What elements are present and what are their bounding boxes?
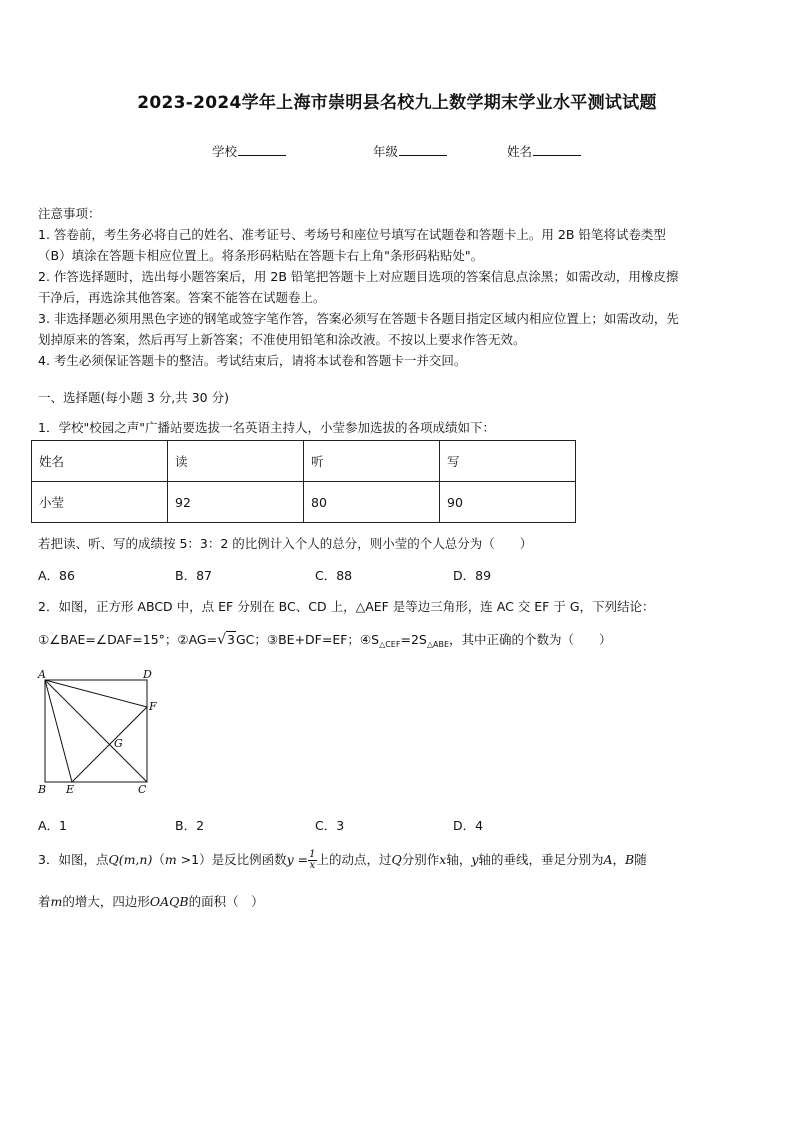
grade-field — [373, 142, 447, 160]
label-d: D — [143, 668, 152, 681]
q3-var-x: x — [439, 852, 447, 867]
name-field — [507, 142, 581, 160]
fraction-numerator: 1 — [309, 849, 316, 860]
q3-line-2 — [38, 892, 264, 910]
notice-heading: 注意事项： — [38, 206, 101, 221]
table-header-row — [32, 441, 576, 482]
segment-ae — [45, 680, 72, 782]
grade-blank — [399, 143, 447, 156]
q2-conclusion-part3: =2S — [400, 632, 427, 647]
q3-var-m: m — [164, 852, 177, 867]
segment-af — [45, 680, 147, 707]
q3-text: 着 — [38, 894, 51, 909]
q1-option-b: B．87 — [175, 568, 212, 583]
q1-stem: 1．学校"校园之声"广播站要选拔一名英语主持人，小莹参加选拔的各项成绩如下： — [38, 420, 495, 435]
q2-option-a: A．1 — [38, 818, 68, 833]
q3-text: 轴， — [446, 852, 472, 867]
q2-option-c: C．3 — [315, 818, 345, 833]
fraction-denominator: x — [309, 860, 316, 871]
q3-var-y: y — [471, 852, 479, 867]
q3-text: >1）是反比例函数 — [176, 852, 287, 867]
section-heading: 一、选择题(每小题 3 分,共 30 分) — [38, 390, 229, 405]
label-c: C — [138, 783, 147, 796]
q3-text: 的增大，四边形 — [62, 894, 150, 909]
q1-option-d: D．89 — [453, 568, 492, 583]
q2-option-d: D．4 — [453, 818, 484, 833]
q3-text: 轴的垂线，垂足分别为 — [478, 852, 604, 867]
table-header-cell: 姓名 — [32, 441, 168, 482]
square-figure — [34, 666, 164, 798]
table-cell: 90 — [440, 482, 576, 523]
label-e: E — [66, 783, 75, 796]
notice-line-6: 划掉原来的答案，然后再写上新答案；不准使用铅笔和涂改液。不按以上要求作答无效。 — [38, 332, 526, 347]
school-blank — [238, 143, 286, 156]
q2-stem: 2．如图，正方形 ABCD 中，点 EF 分别在 BC、CD 上，△AEF 是等边三角形，连 AC 交 EF 于 G，下列结论： — [38, 599, 655, 614]
q1-option-c: C．88 — [315, 568, 353, 583]
notice-line-3: 2. 作答选择题时，选出每小题答案后，用 2B 铅笔把答题卡上对应题目选项的答案信息点涂黑；如需改动，用橡皮擦 — [38, 269, 679, 284]
sqrt-radicand: 3 — [227, 632, 235, 647]
q3-text: 3．如图，点 — [38, 852, 109, 867]
q1-question: 若把读、听、写的成绩按 5：3：2 的比例计入个人的总分，则小莹的个人总分为（ ） — [38, 536, 533, 551]
q2-option-b: B．2 — [175, 818, 205, 833]
q2-conclusion-part4: ，其中正确的个数为（ ） — [449, 632, 612, 647]
table-row — [32, 482, 576, 523]
notice-line-4: 干净后，再选涂其他答案。答案不能答在试题卷上。 — [38, 290, 326, 305]
notice-line-5: 3. 非选择题必须用黑色字迹的钢笔或签字笔作答，答案必须写在答题卡各题目指定区域内相应位置上；如需改动，先 — [38, 311, 679, 326]
table-cell: 小莹 — [32, 482, 168, 523]
label-b: B — [38, 783, 47, 796]
table-header-cell: 写 — [440, 441, 576, 482]
sqrt-symbol: √3 — [217, 632, 235, 648]
q3-var-m: m — [50, 894, 63, 909]
table-cell: 92 — [168, 482, 304, 523]
q2-conclusion-part2: GC；③BE+DF=EF；④S — [235, 632, 380, 647]
q3-text: 的面积（ ） — [188, 894, 264, 909]
q3-quadrilateral: OAQB — [149, 894, 189, 909]
school-label: 学校 — [212, 144, 238, 159]
q3-text: 分别作 — [401, 852, 440, 867]
score-table — [31, 440, 576, 523]
q3-var-q: Q — [391, 852, 402, 867]
name-label: 姓名 — [507, 144, 533, 159]
q2-subscript-cef: △CEF — [379, 640, 401, 649]
notice-line-7: 4. 考生必须保证答题卡的整洁。考试结束后，请将本试卷和答题卡一并交回。 — [38, 353, 467, 368]
q2-conclusion-part1: ①∠BAE=∠DAF=15°；②AG= — [38, 632, 218, 647]
q3-var-a: A — [603, 852, 613, 867]
table-cell: 80 — [304, 482, 440, 523]
q3-var-b: B — [625, 852, 635, 867]
grade-label: 年级 — [373, 144, 399, 159]
q3-text: （ — [152, 852, 165, 867]
q3-line-1 — [38, 850, 647, 871]
q3-text: ， — [612, 852, 625, 867]
label-f: F — [149, 700, 157, 713]
q2-subscript-abe: △ABE — [426, 640, 450, 649]
school-field — [212, 142, 286, 160]
q3-text: 随 — [634, 852, 647, 867]
q3-fn-lhs: y = — [286, 852, 309, 867]
name-blank — [533, 143, 581, 156]
q3-point: Q(m,n) — [108, 852, 153, 867]
q3-fraction — [308, 850, 316, 871]
notice-line-2: （B）填涂在答题卡相应位置上。将条形码粘贴在答题卡右上角"条形码粘贴处"。 — [38, 248, 484, 263]
table-header-cell: 读 — [168, 441, 304, 482]
q2-conclusions — [38, 630, 612, 649]
label-a: A — [38, 668, 46, 681]
q1-option-a: A．86 — [38, 568, 75, 583]
q3-text: 上的动点，过 — [316, 852, 392, 867]
diagonal-ac — [45, 680, 147, 782]
page-title: 2023-2024学年上海市崇明县名校九上数学期末学业水平测试试题 — [137, 93, 657, 113]
notice-line-1: 1. 答卷前，考生务必将自己的姓名、准考证号、考场号和座位号填写在试题卷和答题卡上。用 2B 铅笔将试卷类型 — [38, 227, 666, 242]
label-g: G — [114, 737, 123, 750]
table-header-cell: 听 — [304, 441, 440, 482]
